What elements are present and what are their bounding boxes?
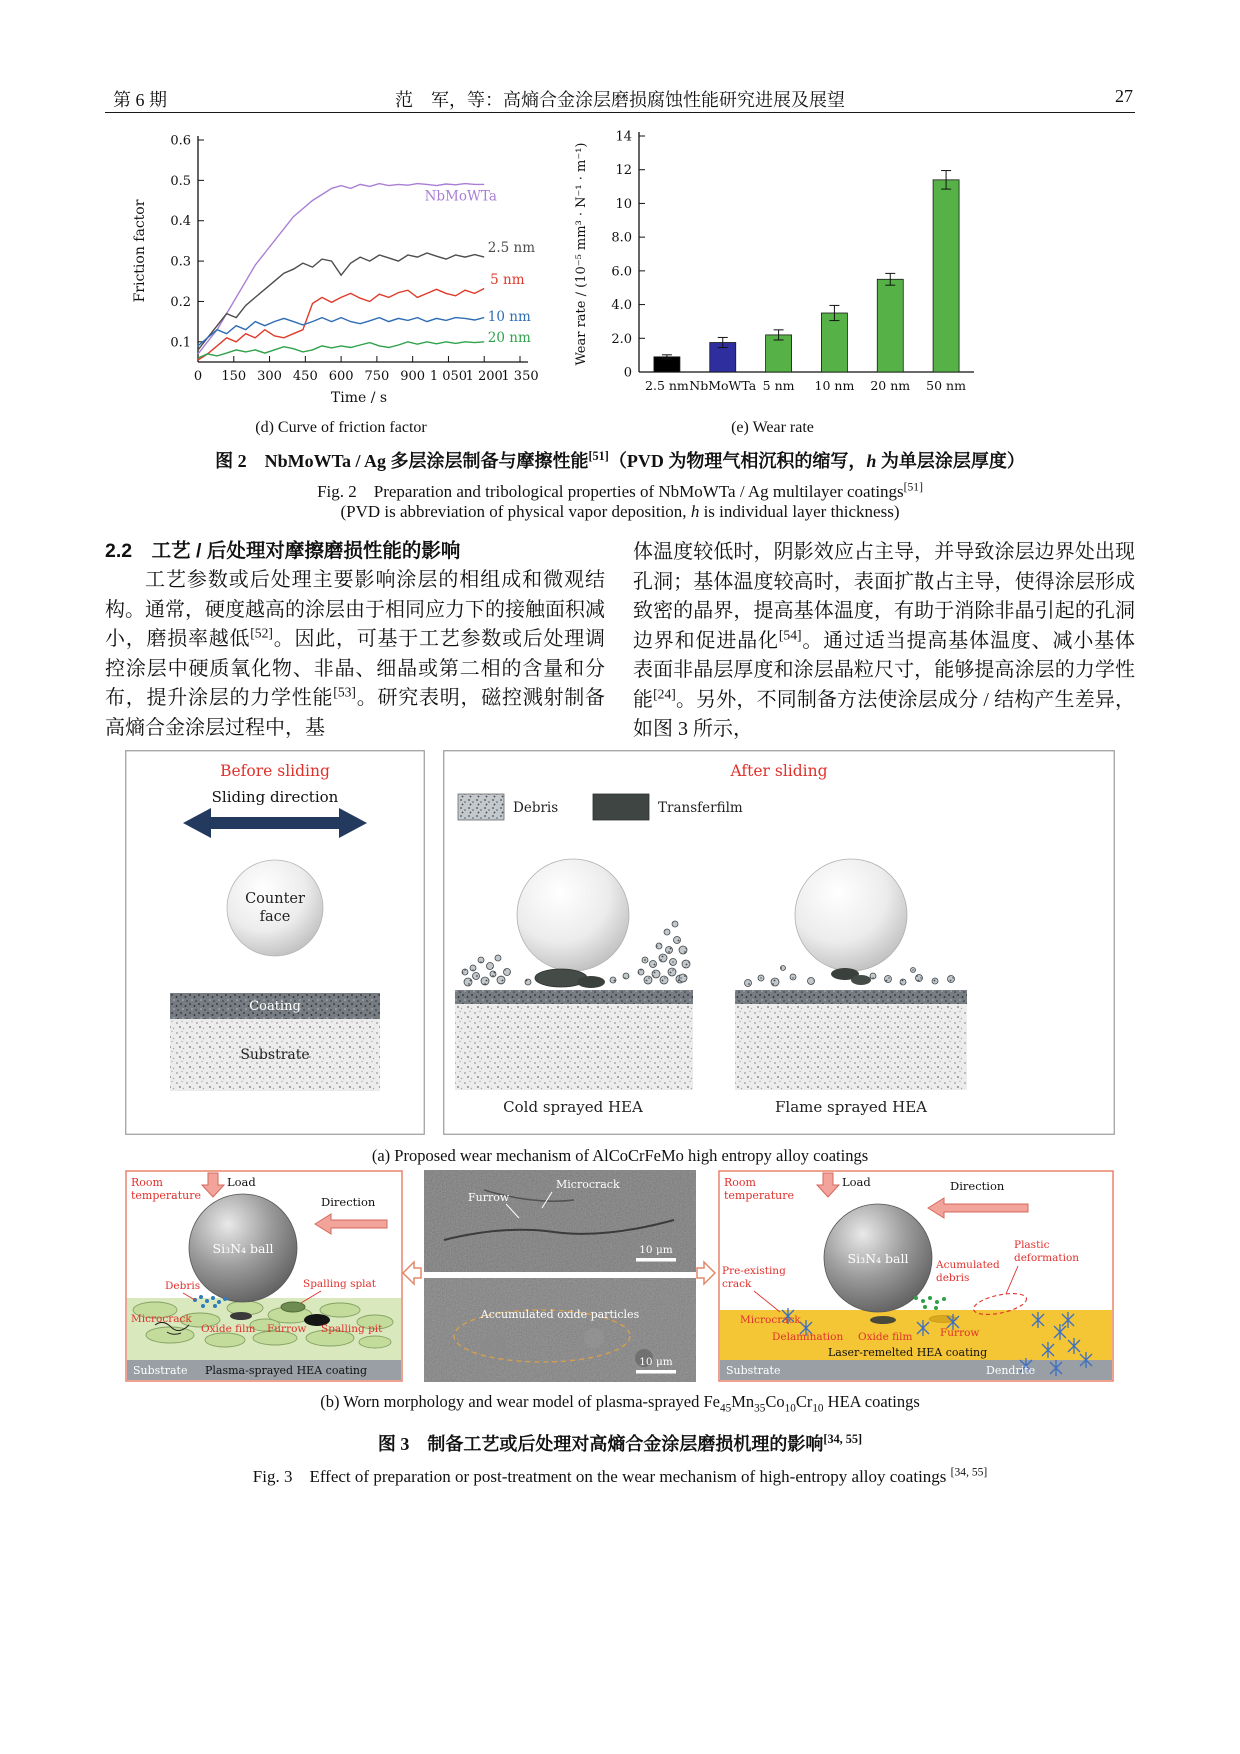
x-tick-label: 1 350 [501,369,539,384]
transferfilm-legend-label: Transferfilm [658,800,743,816]
body-paragraph-right: 体温度较低时，阴影效应占主导，并导致涂层边界处出现孔洞；基体温度较高时，表面扩散占主导，使得涂层形成致密的晶界，提高基体温度，有助于消除非晶引起的孔洞边界和促进晶化[54]。通过适当提高基体温度、减小基体表面非晶层厚度和涂层晶粒尺寸，能够提高涂层的力学性能[24]。另外，不同制备方法使涂层成分 / 结构产生差异，如图 3 所示， [633,541,1136,740]
fig2-caption-en2: (PVD is abbreviation of physical vapor deposition, h is individual layer thickness) [340,502,900,521]
fig2-caption-zh: 图 2 NbMoWTa / Ag 多层涂层制备与摩擦性能[51]（PVD 为物理气相沉积的缩写，h 为单层涂层厚度） [215,449,1025,471]
substrate-label: Substrate [240,1047,310,1063]
plasma-ball-label: Si₃N₄ ball [212,1241,274,1256]
y-tick-label: 6.0 [611,264,632,280]
fig3b-caption: (b) Worn morphology and wear model of plasma-sprayed $Fe_{45}Mn_{35}Co_{10}Cr_{10}$ HEA coatings [320,1392,920,1415]
sem-bottom-scale-label: 10 μm [639,1356,673,1368]
laser-acc-debris-label-1: Acumulated [936,1259,1000,1271]
laser-acc-debris-label-2: debris [936,1272,970,1284]
plasma-microcrack-label: Microcrack [131,1313,192,1325]
flow-arrow-right-shape [697,1262,715,1284]
category-label: 20 nm [870,378,911,393]
flame-transferfilm-blob2 [851,975,871,985]
debris-legend-swatch [458,794,504,820]
x-tick-label: 600 [328,369,354,384]
laser-plastic-label-1: Plastic [1014,1239,1050,1251]
cold-sprayed-label: Cold sprayed HEA [503,1098,643,1116]
sliding-direction-label: Sliding direction [211,788,339,806]
x-tick-label: 0 [193,369,203,384]
series-label: 2.5 nm [487,240,536,257]
laser-dendrite-label: Dendrite [986,1364,1036,1377]
plasma-spalling-splat [281,1302,305,1312]
y-tick-label: 0.4 [170,214,191,230]
chart-e-caption: (e) Wear rate [731,419,814,436]
series-line [198,289,484,361]
laser-oxide-film-blob [870,1316,896,1324]
plasma-substrate-label: Substrate [133,1364,188,1377]
laser-load-label: Load [842,1175,871,1189]
fig3a-caption: (a) Proposed wear mechanism of AlCoCrFeMo high entropy alloy coatings [371,1146,869,1165]
before-sliding-title: Before sliding [220,762,330,780]
series-label: 10 nm [487,308,531,325]
laser-pre-crack-label-2: crack [722,1278,752,1290]
text-column-right [633,538,1135,745]
cold-surface-layer [455,990,693,1004]
x-tick-label: 1 200 [465,369,503,384]
bar [877,279,903,372]
y-tick-label: 0.2 [170,294,191,310]
plasma-direction-label: Direction [321,1195,376,1209]
laser-oxide-film-label: Oxide film [858,1331,913,1343]
plasma-debris-label: Debris [165,1280,201,1292]
after-sliding-title: After sliding [730,762,828,780]
bar [821,313,847,372]
text-column-left [105,536,605,743]
bar [933,180,959,372]
page-number: 27 [1115,86,1133,106]
laser-microcrack-label: Microcrack [740,1314,801,1326]
sem-microcrack-label: Microcrack [556,1178,620,1191]
laser-coating-label: Laser-remelted HEA coating [828,1346,988,1359]
sem-particle-2 [584,1328,604,1348]
flame-ball [795,859,907,971]
series-line [198,342,484,358]
flow-arrow-right [695,1256,717,1290]
wear-rate-chart [565,122,980,418]
plasma-spalling-splat-label: Spalling splat [303,1278,377,1290]
y-tick-label: 12 [615,163,632,179]
series-line [198,318,484,346]
laser-plastic-label-2: deformation [1014,1252,1080,1264]
y-tick-label: 0.1 [170,335,191,351]
plasma-coating-label: Plasma-sprayed HEA coating [205,1364,368,1377]
series-label: NbMoWTa [424,188,497,205]
plasma-load-label: Load [227,1175,256,1189]
y-axis-label: Wear rate / (10⁻⁵ mm³ · N⁻¹ · m⁻¹) [574,142,589,366]
laser-furrow-label: Furrow [940,1327,980,1339]
sem-top-scale-label: 10 μm [639,1244,673,1256]
laser-ball-label: Si₃N₄ ball [847,1251,909,1266]
plasma-spalling-pit-label: Spalling pit [321,1323,383,1335]
category-label: 2.5 nm [645,378,689,393]
plasma-oxide-film-blob [230,1312,252,1320]
category-label: 10 nm [814,378,855,393]
plasma-furrow-label: Furrow [267,1323,307,1335]
transferfilm-legend-swatch [593,794,649,820]
category-label: NbMoWTa [689,378,757,393]
bar [766,335,792,372]
fig3-caption-en: Fig. 3 Effect of preparation or post-treatment on the wear mechanism of high-entropy alloy coatings [34, 55] [252,1465,988,1486]
x-axis-label: Time / s [330,390,388,406]
laser-substrate-label: Substrate [726,1364,781,1377]
coating-label: Coating [249,999,301,1014]
cold-ball [517,859,629,971]
category-label: 5 nm [762,378,795,393]
running-title: 范 军，等：高熵合金涂层磨损腐蚀性能研究进展及展望 [395,90,845,110]
y-tick-label: 0.3 [170,254,191,270]
counter-face-label-1: Counter [245,891,305,907]
x-tick-label: 300 [257,369,282,384]
cold-substrate [455,990,693,1090]
fig3b-laser-panel [718,1170,1114,1382]
y-tick-label: 10 [615,196,632,212]
x-tick-label: 450 [292,369,318,384]
journal-issue: 第 6 期 [113,90,167,110]
fig2-caption-en1: Fig. 2 Preparation and tribological properties of NbMoWTa / Ag multilayer coatings[51] [317,480,923,501]
x-tick-label: 900 [400,369,426,384]
counter-face-label-2: face [259,909,291,925]
plasma-oxide-film-label: Oxide film [201,1323,256,1335]
flame-substrate [735,990,967,1090]
flame-sprayed-label: Flame sprayed HEA [774,1098,928,1116]
flow-arrow-left-shape [403,1262,421,1284]
series-label: 20 nm [487,329,531,346]
fig3a-before-panel [125,750,425,1135]
debris-legend-label: Debris [513,800,559,816]
category-label: 50 nm [926,378,966,393]
sem-bottom-scalebar [636,1370,676,1374]
x-tick-label: 1 050 [429,369,468,384]
laser-room-temp-2: temperature [724,1189,795,1202]
counter-face-ball [227,860,323,956]
y-tick-label: 0 [623,365,632,381]
sem-top-image [424,1170,696,1272]
plasma-room-temp-2: temperature [131,1189,202,1202]
section-heading: 2.2 工艺 / 后处理对摩擦磨损性能的影响 [105,540,461,562]
sem-oxide-label: Accumulated oxide particles [480,1308,640,1321]
x-tick-label: 150 [221,369,247,384]
flow-arrow-left [401,1256,423,1290]
y-axis-label: Friction factor [132,199,148,303]
fig3b-plasma-panel [125,1170,403,1382]
y-tick-label: 2.0 [611,331,632,347]
sem-top-scalebar [636,1258,676,1262]
sem-bottom-image [424,1278,696,1382]
sem-furrow-label: Furrow [468,1191,510,1204]
flame-surface-layer [735,990,967,1004]
fig3-caption-zh: 图 3 制备工艺或后处理对高熵合金涂层磨损机理的影响[34, 55] [377,1432,863,1454]
chart-d-caption: (d) Curve of friction factor [255,419,427,436]
laser-direction-label: Direction [950,1179,1005,1193]
y-tick-label: 4.0 [611,298,632,314]
plasma-room-temp-1: Room [131,1176,163,1189]
series-line [198,253,484,350]
y-tick-label: 0.6 [170,133,191,149]
x-tick-label: 750 [364,369,390,384]
friction-factor-chart [126,126,556,418]
fig3b-sem-images [424,1170,696,1382]
cold-transferfilm-blob2 [577,976,605,988]
fig3a-after-panel [443,750,1115,1135]
series-label: 5 nm [490,272,525,289]
header-rule [105,112,1135,113]
laser-room-temp-1: Room [724,1176,756,1189]
y-tick-label: 14 [615,129,632,145]
y-tick-label: 8.0 [611,230,632,246]
page-header [105,86,1135,110]
laser-delamination-label: Delamination [772,1331,844,1343]
y-tick-label: 0.5 [170,173,191,189]
body-paragraph-left: 工艺参数或后处理主要影响涂层的相组成和微观结构。通常，硬度越高的涂层由于相同应力下的接触面积减小，磨损率越低[52]。因此，可基于工艺参数或后处理调控涂层中硬质氧化物、非晶、细晶或第二相的含量和分布，提升涂层的力学性能[53]。研究表明，磁控溅射制备高熵合金涂层过程中，基 [105,569,606,739]
laser-pre-crack-label-1: Pre-existing [722,1265,786,1277]
